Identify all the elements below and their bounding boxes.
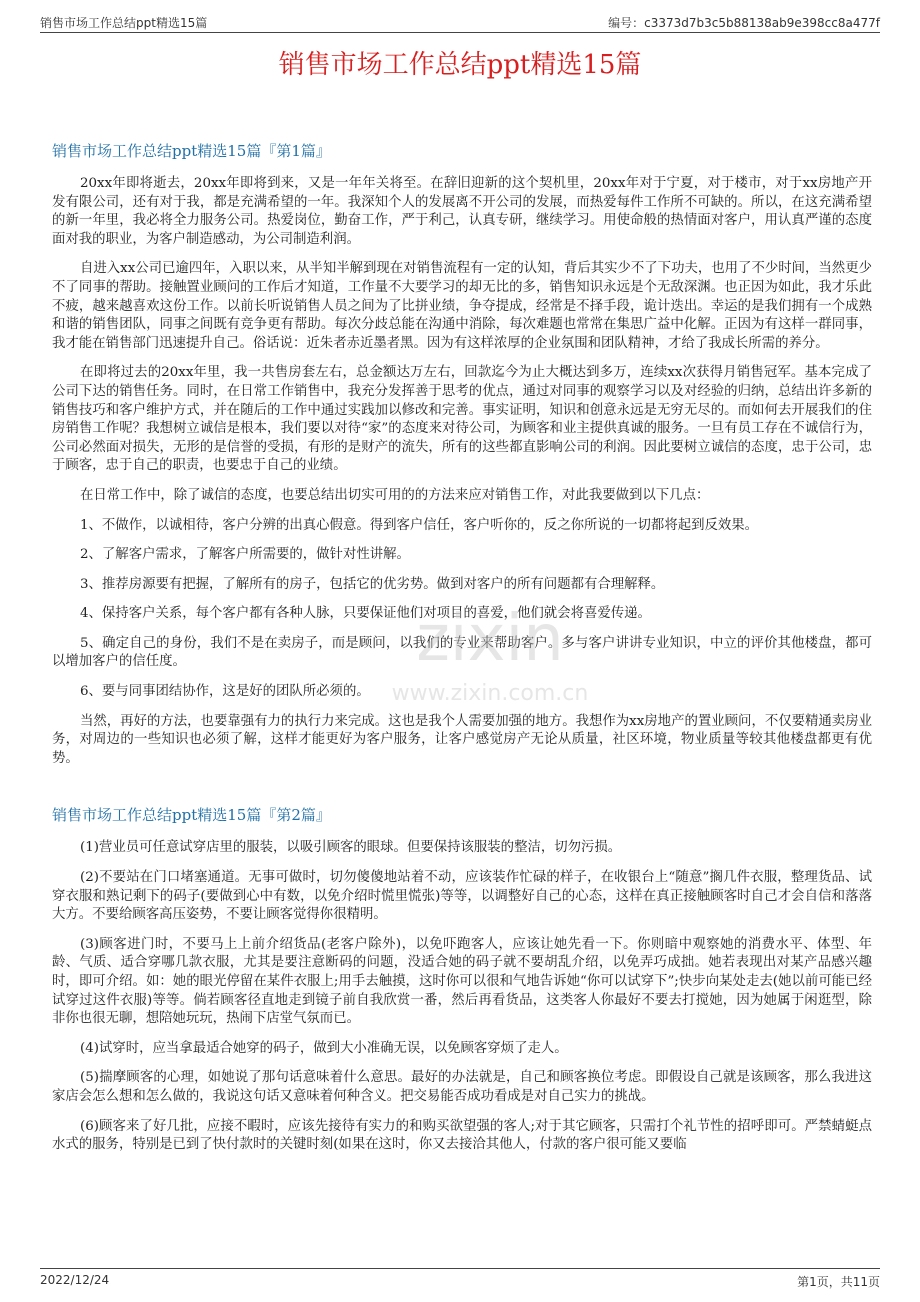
section-heading-1: 销售市场工作总结ppt精选15篇『第1篇』 — [52, 142, 331, 160]
paragraph: (2)不要站在门口堵塞通道。无事可做时，切勿傻傻地站着不动，应该装作忙碌的样子，在收银台上“随意”搁几件衣服，整理货品、试穿衣服和熟记剩下的码子(要做到心中有数，以免介绍时慌里慌张)等等，以调整好自己的心态，这样在真正接触顾客时自己才会自信和落落大方。不要给顾客高压姿势，不要让顾客觉得你很精明。 — [52, 870, 872, 923]
page-header — [40, 12, 880, 33]
watermark-text: zixin — [416, 602, 564, 676]
header-doc-title: 销售市场工作总结ppt精选15篇 — [40, 16, 208, 30]
footer-date: 2022/12/24 — [40, 1273, 110, 1287]
document-title: 销售市场工作总结ppt精选15篇 — [278, 50, 642, 80]
paragraph: 当然，再好的方法，也要靠强有力的执行力来完成。这也是我个人需要加强的地方。我想作为xx房地产的置业顾问，不仅要精通卖房业务，对周边的一些知识也必须了解，这样才能更好为客户服务，让客户感觉房产无论从质量，社区环境，物业质量等较其他楼盘都更有优势。 — [52, 713, 872, 766]
paragraph: 在即将过去的20xx年里，我一共售房套左右，总金额达万左右，回款迄今为止大概达到多万，连续xx次获得月销售冠军。基本完成了公司下达的销售任务。同时，在日常工作销售中，我充分发挥善于思考的优点，通过对同事的观察学习以及对经验的归纳，总结出许多新的销售技巧和客户维护方式，并在随后的工作中通过实践加以修改和完善。事实证明，知识和创意永远是无穷无尽的。而如何去开展我们的住房销售工作呢？我想树立诚信是根本，我们要以对待“家”的态度来对待公司，为顾客和业主提供真诚的服务。一旦有员工存在不诚信行为，公司必然面对损失，无形的是信誉的受损，有形的是财产的流失，所有的这些都直影响公司的利润。因此要树立诚信的态度，忠于公司，忠于顾客，忠于自己的职责，也要忠于自己的业绩。 — [52, 365, 872, 474]
list-item: 3、推荐房源要有把握，了解所有的房子，包括它的优劣势。做到对客户的所有问题都有合理解释。 — [80, 576, 665, 592]
list-item: 6、要与同事团结协作，这是好的团队所必须的。 — [80, 684, 370, 700]
paragraph: (4)试穿时，应当拿最适合她穿的码子，做到大小准确无误，以免顾客穿烦了走人。 — [80, 1040, 568, 1056]
list-item: 5、确定自己的身份，我们不是在卖房子，而是顾问，以我们的专业来帮助客户。多与客户讲讲专业知识，中立的评价其他楼盘，都可以增加客户的信任度。 — [52, 635, 872, 670]
watermark-url: www.zixin.com.cn — [391, 681, 589, 706]
paragraph: (1)营业员可任意试穿店里的服装，以吸引顾客的眼球。但要保持该服装的整洁，切勿污损。 — [80, 840, 622, 856]
page-footer — [40, 1268, 880, 1291]
header-doc-number: 编号：c3373d7b3c5b88138ab9e398cc8a477f — [608, 16, 880, 30]
paragraph: 自进入xx公司已逾四年，入职以来，从半知半解到现在对销售流程有一定的认知，背后其实少不了下功夫，也用了不少时间，当然更少不了同事的帮助。接触置业顾问的工作后才知道，工作量不大要学习的却无比的多，销售知识永远是个无敌深渊。也正因为如此，我才乐此不疲，越来越喜欢这份工作。以前长听说销售人员之间为了比拼业绩，争夺提成，经常是不择手段，诡计迭出。幸运的是我们拥有一个成熟和谐的销售团队，同事之间既有竞争更有帮助。每次分歧总能在沟通中消除，每次难题也常常在集思广益中化解。正因为有这样一群同事，我才能在销售部门迅速提升自己。俗话说：近朱者赤近墨者黑。因为有这样浓厚的企业氛围和团队精神，才给了我成长所需的养分。 — [52, 261, 872, 351]
footer-page-number: 第1页，共11页 — [797, 1275, 880, 1289]
list-item: 2、了解客户需求，了解客户所需要的，做针对性讲解。 — [80, 547, 410, 563]
paragraph: 在日常工作中，除了诚信的态度，也要总结出切实可用的的方法来应对销售工作，对此我要做到以下几点： — [80, 487, 710, 503]
document-body — [52, 140, 872, 1166]
paragraph: 20xx年即将逝去，20xx年即将到来，又是一年年关将至。在辞旧迎新的这个契机里，20xx年对于宁夏，对于楼市，对于xx房地产开发有限公司，还有对于我，都是充满希望的一年。我深知个人的发展离不开公司的发展，而热爱每件工作所不可缺的。所以，在这充满希望的新一年里，我必将全力服务公司。热爱岗位，勤奋工作，严于利己，认真专研，继续学习。用使命般的热情面对客户，用认真严谨的态度面对我的职业，为客户制造感动，为公司制造利润。 — [52, 176, 872, 247]
list-item: 1、不做作，以诚相待，客户分辨的出真心假意。得到客户信任，客户听你的，反之你所说的一切都将起到反效果。 — [80, 517, 759, 533]
list-item: 4、保持客户关系，每个客户都有各种人脉，只要保证他们对项目的喜爱，他们就会将喜爱传递。 — [80, 606, 651, 622]
paragraph: (3)顾客进门时，不要马上上前介绍货品(老客户除外)，以免吓跑客人，应该让她先看一下。你则暗中观察她的消费水平、体型、年龄、气质、适合穿哪几款衣服，尤其是要注意断码的问题，没适合她的码子就不要胡乱介绍，以免弄巧成拙。她若表现出对某产品感兴趣时，即可介绍。如：她的眼光停留在某件衣服上;用手去触摸，这时你可以很和气地告诉她“你可以试穿下”;快步向某处走去(她以前可能已经试穿过这件衣服)等等。倘若顾客径直地走到镜子前自我欣赏一番，然后再看货品，这类客人你最好不要去打搅她，因为她属于闲逛型，除非你也很无聊，想陪她玩玩，热闹下店堂气氛而已。 — [52, 936, 872, 1027]
paragraph: (6)顾客来了好几批，应接不暇时，应该先接待有实力的和购买欲望强的客人;对于其它顾客，只需打个礼节性的招呼即可。严禁蜻蜓点水式的服务，特别是已到了快付款时的关键时刻(如果在这时，你又去接洽其他人，付款的客户很可能又要临 — [52, 1118, 872, 1153]
section-heading-2: 销售市场工作总结ppt精选15篇『第2篇』 — [52, 806, 331, 825]
paragraph: (5)揣摩顾客的心理，如她说了那句话意味着什么意思。最好的办法就是，自己和顾客换位考虑。即假设自己就是该顾客，那么我进这家店会怎么想和怎么做的，我说这句话又意味着何种含义。把交易能否成功看成是对自己实力的挑战。 — [52, 1070, 872, 1104]
